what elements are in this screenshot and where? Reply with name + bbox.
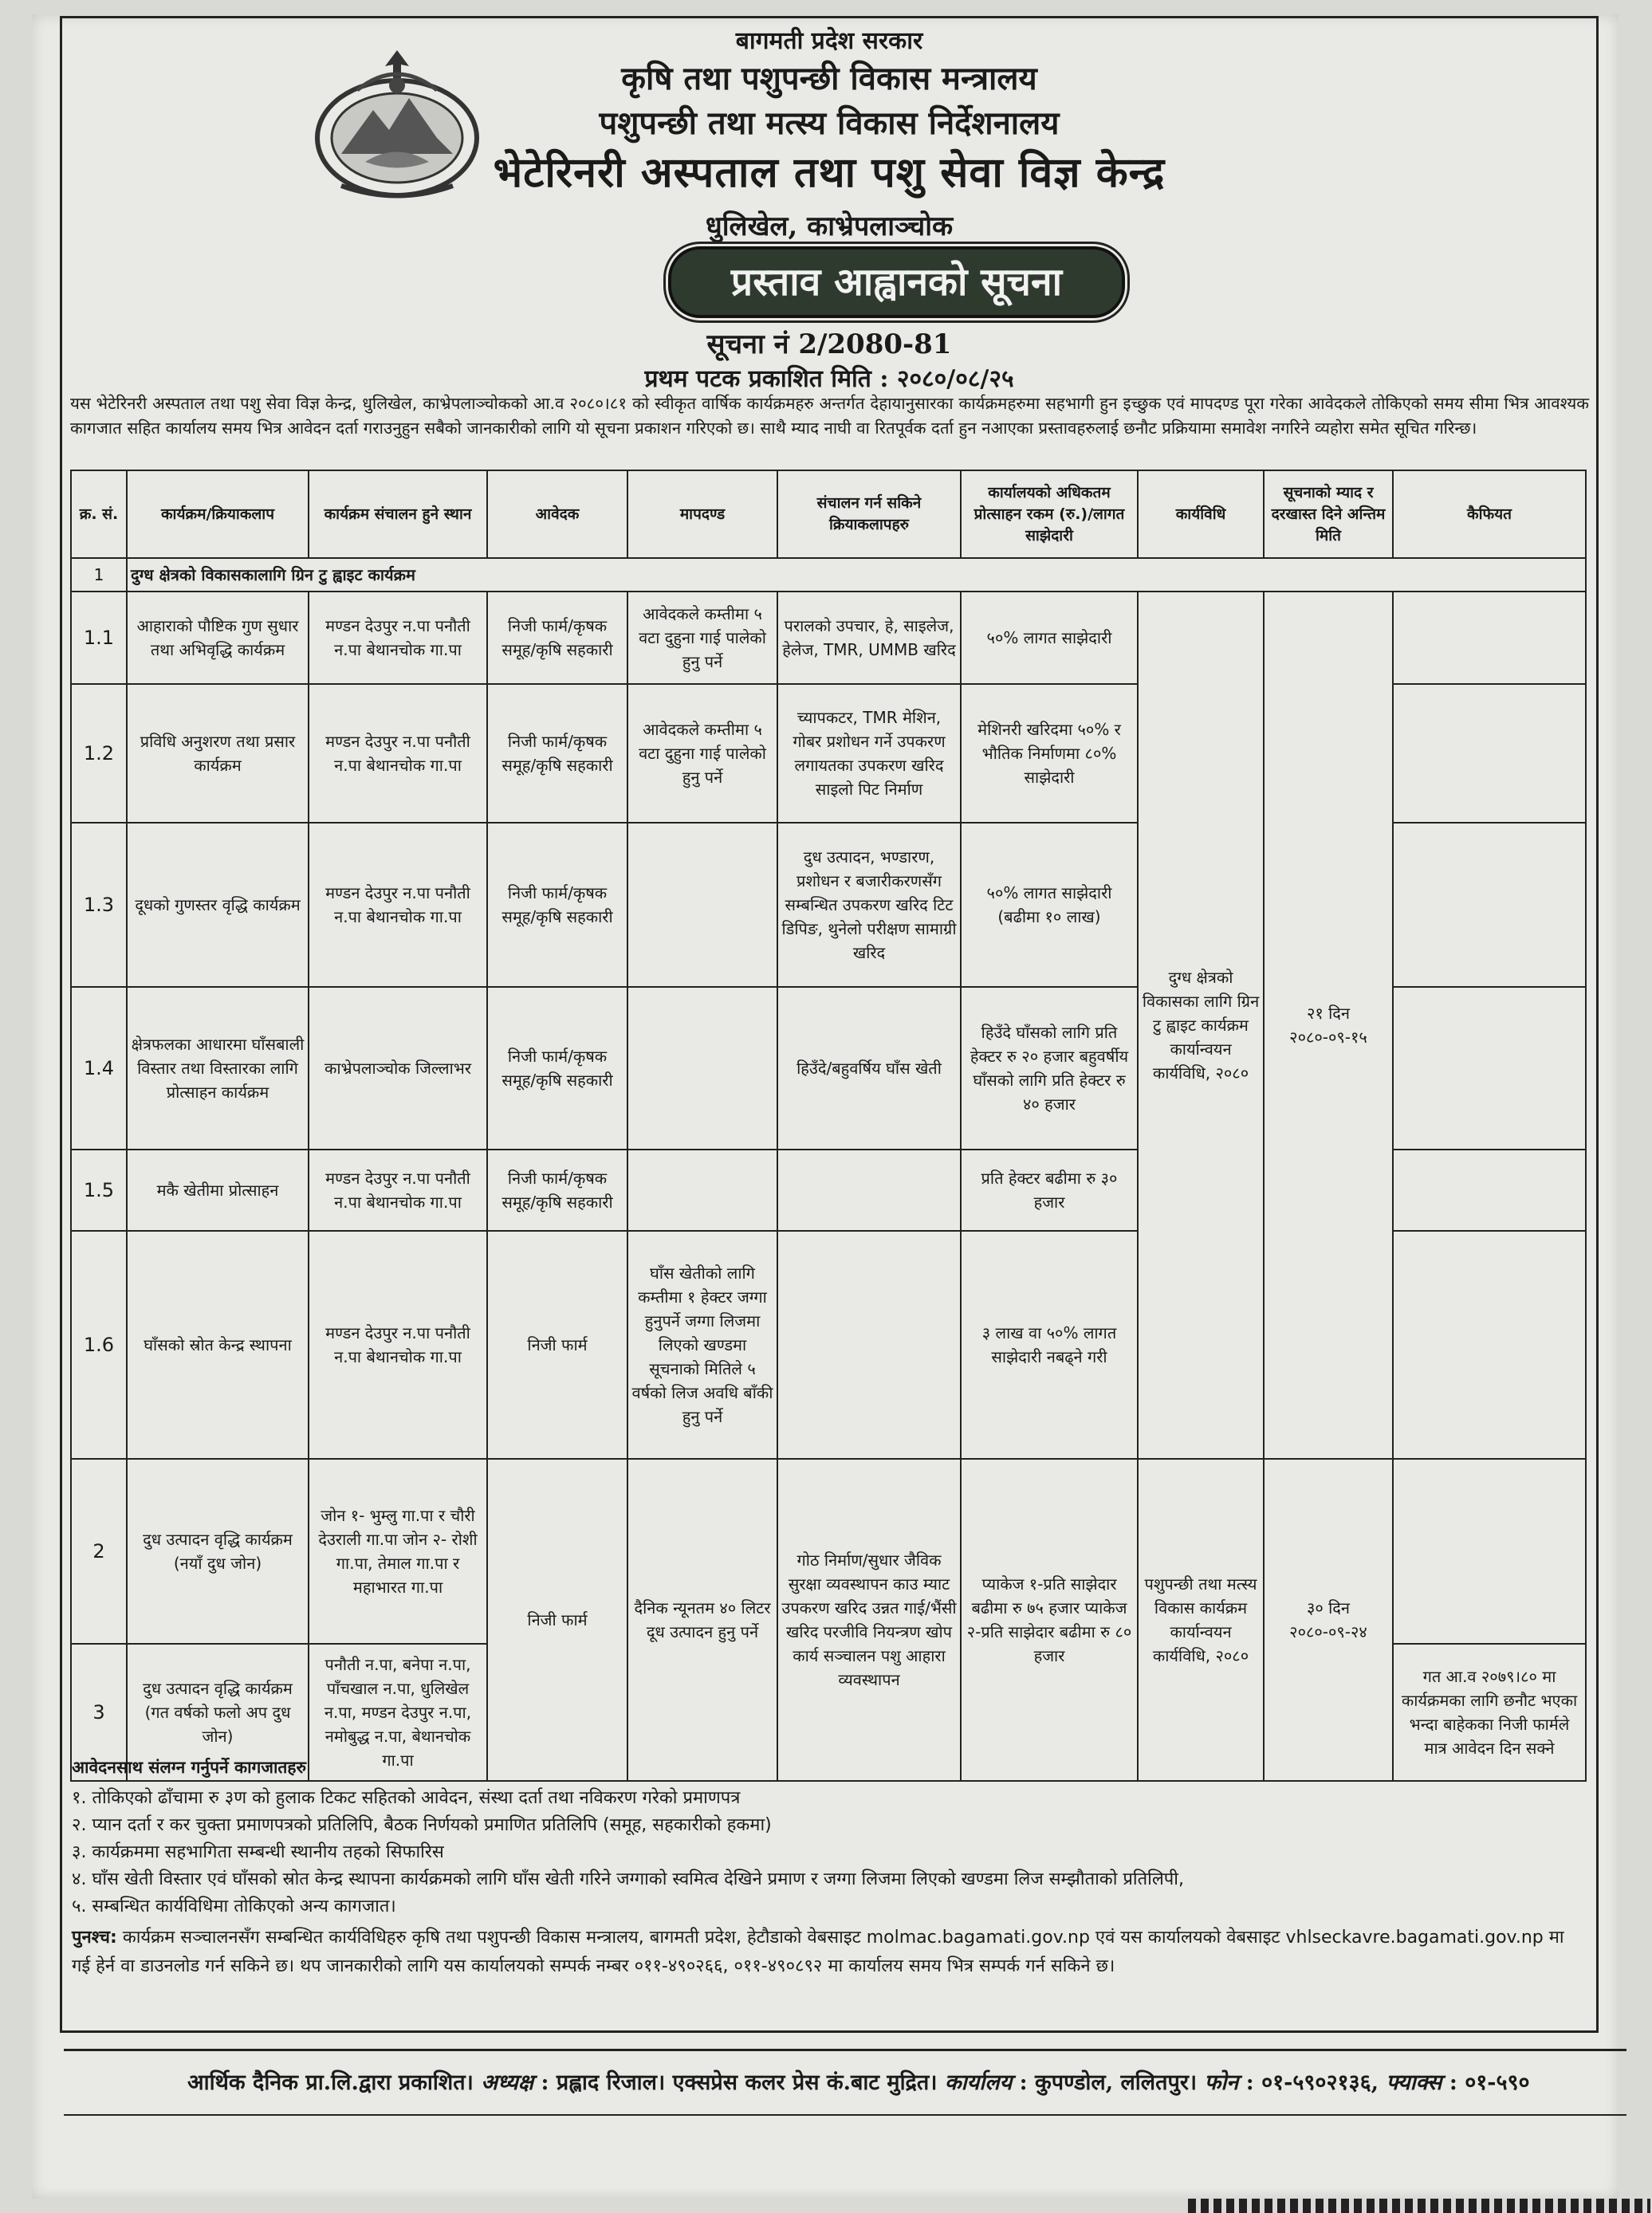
cell-remarks: [1393, 987, 1586, 1150]
cell-location: मण्डन देउपुर न.पा पनौती न.पा बेथानचोक गा.पा: [309, 823, 487, 987]
cell-activities: च्यापकटर, TMR मेशिन, गोबर प्रशोधन गर्ने उपकरण लगायतका उपकरण खरिद साइलो पिट निर्माण: [777, 684, 961, 823]
cell-procedure: दुग्ध क्षेत्रको विकासका लागि ग्रिन टु ह्वाइट कार्यक्रम कार्यान्वयन कार्यविधि, २०८०: [1138, 592, 1264, 1459]
cell-activities: दुध उत्पादन, भण्डारण, प्रशोधन र बजारीकरणसँग सम्बन्धित उपकरण खरिद टिट डिपिङ, थुनेलो परीक्षण सामाग्री खरिद: [777, 823, 961, 987]
imprint-office: : कुपण्डोल, ललितपुर।: [1012, 2070, 1205, 2095]
footer-divider: [64, 2049, 1626, 2051]
cell-sn: 1.3: [71, 823, 127, 987]
cell-location: मण्डन देउपुर न.पा पनौती न.पा बेथानचोक गा.पा: [309, 1150, 487, 1231]
cell-remarks: [1393, 1150, 1586, 1231]
cell-deadline: ३० दिन २०८०-०९-२४: [1264, 1459, 1393, 1781]
cell-applicant: निजी फार्म/कृषक समूह/कृषि सहकारी: [487, 684, 627, 823]
cell-sn: 2: [71, 1459, 127, 1644]
cell-sn: 1.4: [71, 987, 127, 1150]
cell-applicant: निजी फार्म/कृषक समूह/कृषि सहकारी: [487, 823, 627, 987]
column-header: संचालन गर्न सकिने क्रियाकलापहरु: [777, 470, 961, 558]
cell-remarks: गत आ.व २०७९।८० मा कार्यक्रमका लागि छनौट भएका भन्दा बाहेकका निजी फार्मले मात्र आवेदन दिन सक्ने: [1393, 1644, 1586, 1781]
column-header: कार्यक्रम संचालन हुने स्थान: [309, 470, 487, 558]
center-address: धुलिखेल, काभ्रेपलाञ्चोक: [705, 210, 954, 242]
cell-program: घाँसको स्रोत केन्द्र स्थापना: [127, 1231, 309, 1459]
cell-amount: मेशिनरी खरिदमा ५०% र भौतिक निर्माणमा ८०% साझेदारी: [961, 684, 1138, 823]
cell-criteria: घाँस खेतीको लागि कम्तीमा १ हेक्टर जग्गा हुनुपर्ने जग्गा लिजमा लिएको खण्डमा सूचनाको मितिले ५ वर्षको लिज अवधि बाँकी हुनु पर्ने: [627, 1231, 777, 1459]
postscript-note: [72, 1924, 1587, 1981]
cell-criteria: [627, 823, 777, 987]
imprint-office-label: कार्यालय: [944, 2070, 1013, 2095]
cell-amount: ३ लाख वा ५०% लागत साझेदारी नबढ्ने गरी: [961, 1231, 1138, 1459]
cell-applicant: निजी फार्म: [487, 1231, 627, 1459]
cell-program: मकै खेतीमा प्रोत्साहन: [127, 1150, 309, 1231]
imprint-publisher: आर्थिक दैनिक प्रा.लि.द्वारा प्रकाशित।: [187, 2070, 482, 2095]
cell-location: काभ्रेपलाञ्चोक जिल्लाभर: [309, 987, 487, 1150]
newspaper-imprint: [187, 2066, 1638, 2096]
column-header: कार्यविधि: [1138, 470, 1264, 558]
imprint-fax-label: फ्याक्स: [1386, 2070, 1442, 2095]
column-header: कार्यक्रम/क्रियाकलाप: [127, 470, 309, 558]
column-header: क्र. सं.: [71, 470, 127, 558]
imprint-chair-label: अध्यक्ष: [481, 2070, 534, 2095]
cell-remarks: [1393, 823, 1586, 987]
table-header-row: [71, 470, 1586, 558]
cell-sn: 1.1: [71, 592, 127, 684]
column-header: आवेदक: [487, 470, 627, 558]
cell-deadline: २१ दिन २०८०-०९-१५: [1264, 592, 1393, 1459]
program-table: [70, 470, 1587, 1782]
publication-date: प्रथम पटक प्रकाशित मिति : २०८०/०८/२५: [644, 365, 1014, 393]
cell-criteria: [627, 987, 777, 1150]
column-header: सूचनाको म्याद र दरखास्त दिने अन्तिम मिति: [1264, 470, 1393, 558]
center-name: भेटेरिनरी अस्पताल तथा पशु सेवा विज्ञ केन्द्र: [493, 148, 1166, 197]
imprint-phone: : ०१-५९०२१३६,: [1238, 2070, 1386, 2095]
table-row: [71, 1459, 1586, 1644]
imprint-fax: : ०१-५९०: [1442, 2070, 1530, 2095]
cell-location: जोन १- भुम्लु गा.पा र चौरी देउराली गा.पा जोन २- रोशी गा.पा, तेमाल गा.पा र महाभारत गा.पा: [309, 1459, 487, 1644]
cell-remarks: [1393, 684, 1586, 823]
cell-sn: 1.5: [71, 1150, 127, 1231]
cell-program: क्षेत्रफलका आधारमा घाँसबाली विस्तार तथा विस्तारका लागि प्रोत्साहन कार्यक्रम: [127, 987, 309, 1150]
cell-remarks: [1393, 1459, 1586, 1644]
list-item: २. प्यान दर्ता र कर चुक्ता प्रमाणपत्रको प्रतिलिपि, बैठक निर्णयको प्रमाणित प्रतिलिपि (समूह, सहकारीको हकमा): [72, 1815, 772, 1835]
cell-amount: प्याकेज १-प्रति साझेदार बढीमा रु ७५ हजार प्याकेज २-प्रति साझेदार बढीमा रु ८० हजार: [961, 1459, 1138, 1781]
column-header: मापदण्ड: [627, 470, 777, 558]
list-item: ३. कार्यक्रममा सहभागिता सम्बन्धी स्थानीय तहको सिफारिस: [72, 1842, 444, 1862]
cell-sn: 1.2: [71, 684, 127, 823]
cell-program: आहाराको पौष्टिक गुण सुधार तथा अभिवृद्धि कार्यक्रम: [127, 592, 309, 684]
page-edge-strip: [1188, 2199, 1650, 2213]
documents-list: [72, 1785, 1587, 1920]
ministry-name: कृषि तथा पशुपन्छी विकास मन्त्रालय: [621, 60, 1037, 97]
list-item: ५. सम्बन्धित कार्यविधिमा तोकिएको अन्य कागजात।: [72, 1897, 396, 1916]
footer-divider: [64, 2114, 1626, 2116]
column-header: कार्यालयको अधिकतम प्रोत्साहन रकम (रु.)/लागत साझेदारी: [961, 470, 1138, 558]
cell-criteria: [627, 1150, 777, 1231]
cell-location: मण्डन देउपुर न.पा पनौती न.पा बेथानचोक गा.पा: [309, 1231, 487, 1459]
cell-applicant: निजी फार्म/कृषक समूह/कृषि सहकारी: [487, 1150, 627, 1231]
postscript-text: कार्यक्रम सञ्चालनसँग सम्बन्धित कार्यविधिहरु कृषि तथा पशुपन्छी विकास मन्त्रालय, बागमती प्रदेश, हेटौडाको वेबसाइट molmac.bagamati.gov.np एवं यस कार्यालयको वेबसाइट vhlseckavre.bagamati.gov.np मा गई हेर्न वा डाउनलोड गर्न सकिने छ। थप जानकारीको लागि यस कार्यालयको सम्पर्क नम्बर ०११-४९०२६६, ०११-४९०८९२ मा कार्यालय समय भित्र सम्पर्क गर्न सकिने छ।: [72, 1928, 1564, 1976]
column-header: कैफियत: [1393, 470, 1586, 558]
cell-program: दूधको गुणस्तर वृद्धि कार्यक्रम: [127, 823, 309, 987]
cell-activities: परालको उपचार, हे, साइलेज, हेलेज, TMR, UMMB खरिद: [777, 592, 961, 684]
cell-program: दुध उत्पादन वृद्धि कार्यक्रम (गत वर्षको फलो अप दुध जोन): [127, 1644, 309, 1781]
cell-applicant: निजी फार्म/कृषक समूह/कृषि सहकारी: [487, 987, 627, 1150]
cell-amount: प्रति हेक्टर बढीमा रु ३० हजार: [961, 1150, 1138, 1231]
cell-amount: ५०% लागत साझेदारी (बढीमा १० लाख): [961, 823, 1138, 987]
list-item: ४. घाँस खेती विस्तार एवं घाँसको स्रोत केन्द्र स्थापना कार्यक्रमको लागि घाँस खेती गरिने जग्गाको स्वमित्व देखिने प्रमाण र जग्गा लिजमा लिएको खण्डमा लिज सम्झौताको प्रतिलिपी,: [72, 1869, 1184, 1889]
cell-activities: गोठ निर्माण/सुधार जैविक सुरक्षा व्यवस्थापन काउ म्याट उपकरण खरिद उन्नत गाई/भैंसी खरिद परजीवि नियन्त्रण खोप कार्य सञ्चालन पशु आहारा व्यवस्थापन: [777, 1459, 961, 1781]
cell-program: प्रविधि अनुशरण तथा प्रसार कार्यक्रम: [127, 684, 309, 823]
cell-criteria: आवेदकले कम्तीमा ५ वटा दुहुना गाई पालेको हुनु पर्ने: [627, 684, 777, 823]
postscript-label: पुनश्च:: [72, 1928, 117, 1948]
cell-amount: हिउँदे घाँसको लागि प्रति हेक्टर रु २० हजार बहुवर्षीय घाँसको लागि प्रति हेक्टर रु ४० हजार: [961, 987, 1138, 1150]
cell-criteria: दैनिक न्यूनतम ४० लिटर दूध उत्पादन हुनु पर्ने: [627, 1459, 777, 1781]
imprint-phone-label: फोन: [1204, 2070, 1239, 2095]
cell-amount: ५०% लागत साझेदारी: [961, 592, 1138, 684]
cell-criteria: आवेदकले कम्तीमा ५ वटा दुहुना गाई पालेको हुनु पर्ने: [627, 592, 777, 684]
cell-program: दुध उत्पादन वृद्धि कार्यक्रम (नयाँ दुध जोन): [127, 1459, 309, 1644]
cell-remarks: [1393, 1231, 1586, 1459]
cell-activities: हिउँदे/बहुवर्षिय घाँस खेती: [777, 987, 961, 1150]
cell-location: मण्डन देउपुर न.पा पनौती न.पा बेथानचोक गा.पा: [309, 592, 487, 684]
cell-activities: [777, 1231, 961, 1459]
table-row: [71, 592, 1586, 684]
cell-procedure: पशुपन्छी तथा मत्स्य विकास कार्यक्रम कार्यान्वयन कार्यविधि, २०८०: [1138, 1459, 1264, 1781]
cell-applicant: निजी फार्म: [487, 1459, 627, 1781]
cell-sn: 1: [71, 558, 127, 592]
cell-applicant: निजी फार्म/कृषक समूह/कृषि सहकारी: [487, 592, 627, 684]
cell-location: पनौती न.पा, बनेपा न.पा, पाँचखाल न.पा, धुलिखेल न.पा, मण्डन देउपुर न.पा, नमोबुद्ध न.पा, बेथानचोक गा.पा: [309, 1644, 487, 1781]
cell-location: मण्डन देउपुर न.पा पनौती न.पा बेथानचोक गा.पा: [309, 684, 487, 823]
intro-paragraph: यस भेटेरिनरी अस्पताल तथा पशु सेवा विज्ञ केन्द्र, धुलिखेल, काभ्रेपलाञ्चोकको आ.व २०८०।८१ को स्वीकृत वार्षिक कार्यक्रमहरु अन्तर्गत देहायानुसारका कार्यक्रमहरुमा सहभागी हुन इच्छुक एवं मापदण्ड पूरा गरेका आवेदकले तोकिएको समय सीमा भित्र आवश्यक कागजात सहित कार्यालय समय भित्र आवेदन दर्ता गराउनुहुन सबैको जानकारीको लागि यो सूचना प्रकाशन गरिएको छ। साथै म्याद नाघी वा रितपूर्वक दर्ता हुन नआएका प्रस्तावहरुलाई छनौट प्रक्रियामा समावेश नगरिने व्यहोरा समेत सूचित गरिन्छ।: [70, 394, 1589, 438]
table-group-row: [71, 558, 1586, 592]
imprint-chair: : प्रह्लाद रिजाल। एक्सप्रेस कलर प्रेस कं.बाट मुद्रित।: [533, 2070, 945, 2095]
cell-sn: 3: [71, 1644, 127, 1781]
notice-number: सूचना नं 2/2080-81: [706, 328, 952, 360]
cell-sn: 1.6: [71, 1231, 127, 1459]
documents-heading: आवेदनसाथ संलग्न गर्नुपर्ने कागजातहरु: [72, 1758, 307, 1777]
cell-remarks: [1393, 592, 1586, 684]
cell-activities: [777, 1150, 961, 1231]
cell-group-title: दुग्ध क्षेत्रको विकासकालागि ग्रिन टु ह्वाइट कार्यक्रम: [127, 558, 1586, 592]
notice-frame: [60, 16, 1599, 2033]
government-name: बागमती प्रदेश सरकार: [735, 27, 923, 55]
notice-title: प्रस्ताव आह्वानको सूचना: [668, 246, 1125, 318]
list-item: १. तोकिएको ढाँचामा रु ३ण को हुलाक टिकट सहितको आवेदन, संस्था दर्ता तथा नविकरण गरेको प्रमाणपत्र: [72, 1788, 741, 1808]
directorate-name: पशुपन्छी तथा मत्स्य विकास निर्देशनालय: [599, 104, 1060, 142]
